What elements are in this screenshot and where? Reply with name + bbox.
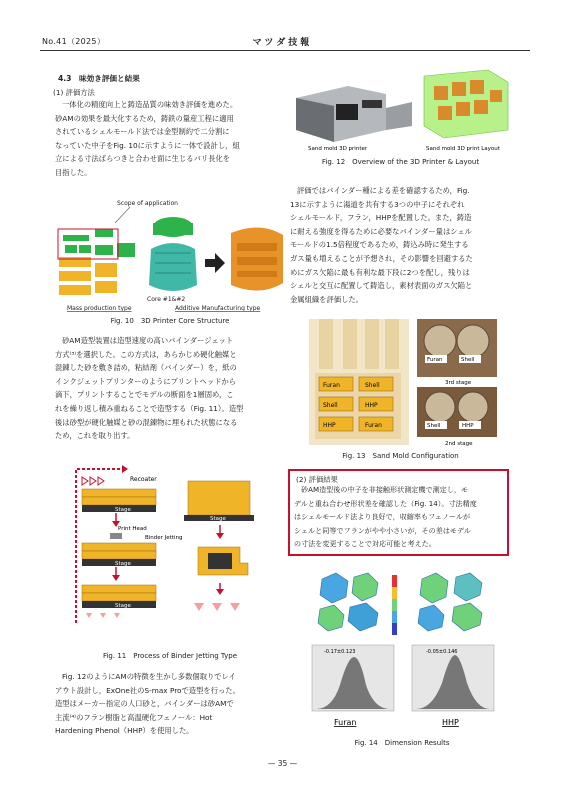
para2-line: 滴下，プリントすることでモデルの断面を1層固め，こ: [55, 390, 234, 400]
para5-line: の寸法を変更することで対応可能と考えた。: [294, 539, 436, 549]
para1-line: されているシェルモールド法では金型制約で二分割に: [55, 127, 230, 137]
fig10-scope-label: Scope of application: [117, 200, 178, 207]
subsection-results: (2) 評価結果: [296, 475, 338, 484]
fig11-stage-label-3: Stage: [115, 603, 131, 609]
para5-line: デルと重ね合わせ形状差を確認した（Fig. 14）。寸法精度: [294, 498, 477, 508]
fig13-label-6: Furan: [365, 422, 382, 429]
paragraph-2: [55, 334, 285, 443]
fig14-furan-label: Furan: [334, 718, 357, 727]
paragraph-4: [290, 184, 515, 306]
fig10-core-label: Core #1&#2: [147, 296, 186, 303]
fig14-caption: Fig. 14 Dimension Results: [354, 739, 450, 747]
para5-line: シェルと同等でフランがやや小さいが，その差はモデル: [294, 525, 471, 535]
fig11-binder-jetting: [70, 463, 275, 643]
fig13-photo-bottom-right: HHP: [462, 423, 474, 429]
journal-title: マツダ技報: [252, 38, 313, 48]
fig13-label-5: HHP: [323, 422, 336, 429]
para3-line: 造型はメーカー指定の人口砂と，バインダーは砂AMで: [55, 699, 234, 709]
para3-line: アウト設計し，ExOne社のS-max Proで造型を行った。: [55, 685, 240, 695]
fig13-photo-top-left: Furan: [427, 357, 443, 363]
fig13-label-4: HHP: [365, 402, 378, 409]
paragraph-5: [294, 483, 506, 551]
para4-line: シェルと交互に配置して鋳造し，素材表面のガス欠陥と: [290, 281, 473, 291]
fig10-core-structure: [55, 193, 285, 313]
issue-number: No.41（2025）: [42, 37, 106, 46]
section-title: 4.3 味効き評価と結果: [58, 74, 140, 83]
fig14-dimension-results: [292, 565, 512, 735]
fig11-recoater-label: Recoater: [130, 476, 157, 483]
para3-line: Fig. 12のようにAMの特徴を生かし多数個取りでレイ: [62, 672, 236, 681]
para2-line: 混錬した砂を敷き詰め，粘結剤（バインダー）を，紙の: [55, 363, 237, 373]
para3-line: 主流⁽⁴⁾のフラン樹脂と高温硬化フェノール：Hot: [55, 712, 213, 722]
fig10-additive-label: Additive Manufacturing type: [175, 305, 261, 312]
para5-line: 砂AM造型後の中子を非接触形状測定機で測定し，モ: [301, 485, 469, 494]
para1-line: 砂AMの効果を最大化するため，鋳鉄の量産工程に適用: [55, 113, 234, 123]
fig14-stat-right: -0.05±0.146: [426, 649, 458, 655]
paragraph-3: [55, 670, 285, 738]
para4-line: ガス量も増えることが予想され，その影響を回避するた: [290, 253, 473, 263]
para2-line: 方式⁽³⁾を選択した。この方式は，あらかじめ硬化触媒と: [55, 349, 237, 359]
fig11-stage-label-4: Stage: [210, 516, 226, 522]
fig14-heatmap-furan: [318, 573, 378, 631]
fig13-photo-bottom-left: Shell: [427, 423, 441, 429]
para1-line: 立による寸法ばらつきと合わせ面に生じるバリ長化を: [55, 154, 231, 164]
para2-line: 砂AM造型装置は造型速度の高いバインダージェット: [62, 336, 234, 345]
fig13-sand-mold: [305, 315, 500, 447]
para3-line: Hardening Phenol（HHP）を使用した。: [55, 726, 194, 736]
para1-line: 目指した。: [55, 167, 92, 177]
fig14-hhp-label: HHP: [442, 718, 459, 727]
fig10-caption: Fig. 10 3D Printer Core Structure: [110, 317, 230, 325]
fig13-label-1: Furan: [323, 382, 340, 389]
paragraph-1: [55, 98, 285, 180]
subsection-method: (1) 評価方法: [53, 88, 95, 97]
page-number: — 35 —: [267, 759, 298, 768]
para2-line: 後は砂型が硬化触媒と砂の混錬物に埋もれた状態になる: [55, 417, 238, 427]
fig11-stage-label: Stage: [115, 507, 131, 513]
fig13-label-2: Shell: [365, 382, 380, 389]
para1-line: 一体化の精度向上と鋳造品質の味効き評価を進めた。: [62, 100, 238, 109]
fig12-printer-layout: [288, 68, 513, 152]
para2-line: インクジェットプリンターのようにプリントヘッドから: [55, 376, 237, 386]
fig12-layout-label: Sand mold 3D print Layout: [426, 146, 500, 152]
fig11-printhead-label: Print Head: [118, 526, 147, 532]
para2-line: ため，これを取り出す。: [55, 431, 135, 441]
para4-line: 13に示すように湯道を共有する3つの中子にそれぞれ: [290, 199, 465, 209]
fig11-stage-label-2: Stage: [115, 561, 131, 567]
fig13-stage3-label: 3rd stage: [445, 380, 472, 386]
fig11-caption: Fig. 11 Process of Binder Jetting Type: [102, 652, 238, 660]
fig14-stat-left: -0.17±0.123: [324, 649, 356, 655]
para4-line: に耐える強度を得るために必要なバインダー量はシェル: [290, 226, 472, 236]
fig13-label-3: Shell: [323, 402, 338, 409]
para5-line: はシェルモールド法より良好で，収縮率もフェノールが: [294, 512, 471, 522]
para4-line: めにガス欠陥に最も有利な最下段に2つを配し，残りは: [290, 267, 470, 277]
para4-line: シェルモールド，フラン，HHPを配置した。また，鋳造: [290, 213, 472, 223]
fig10-mass-label: Mass production type: [67, 305, 132, 312]
fig13-stage2-label: 2nd stage: [445, 441, 473, 447]
fig11-binder-label: Binder Jetting: [145, 535, 183, 541]
fig13-caption: Fig. 13 Sand Mold Configuration: [342, 452, 459, 460]
fig13-photo-top-right: Shell: [461, 357, 475, 363]
fig14-heatmap-hhp: [418, 573, 482, 631]
fig12-printer-label: Sand mold 3D printer: [308, 146, 368, 152]
para4-line: 評価ではバインダー種による差を確認するため，Fig.: [297, 186, 470, 195]
para4-line: モールドの1.5倍程度であるため，鋳込み時に発生する: [290, 240, 469, 250]
para1-line: なっていた中子をFig. 10に示すように一体で設計し，組: [55, 140, 240, 150]
para4-line: 金属組織を評価した。: [290, 294, 363, 304]
fig12-caption: Fig. 12 Overview of the 3D Printer & Layout: [321, 158, 480, 166]
header-rule: [40, 50, 530, 51]
para2-line: れを繰り返し積み重ねることで造型する（Fig. 11）。造型: [55, 403, 244, 413]
